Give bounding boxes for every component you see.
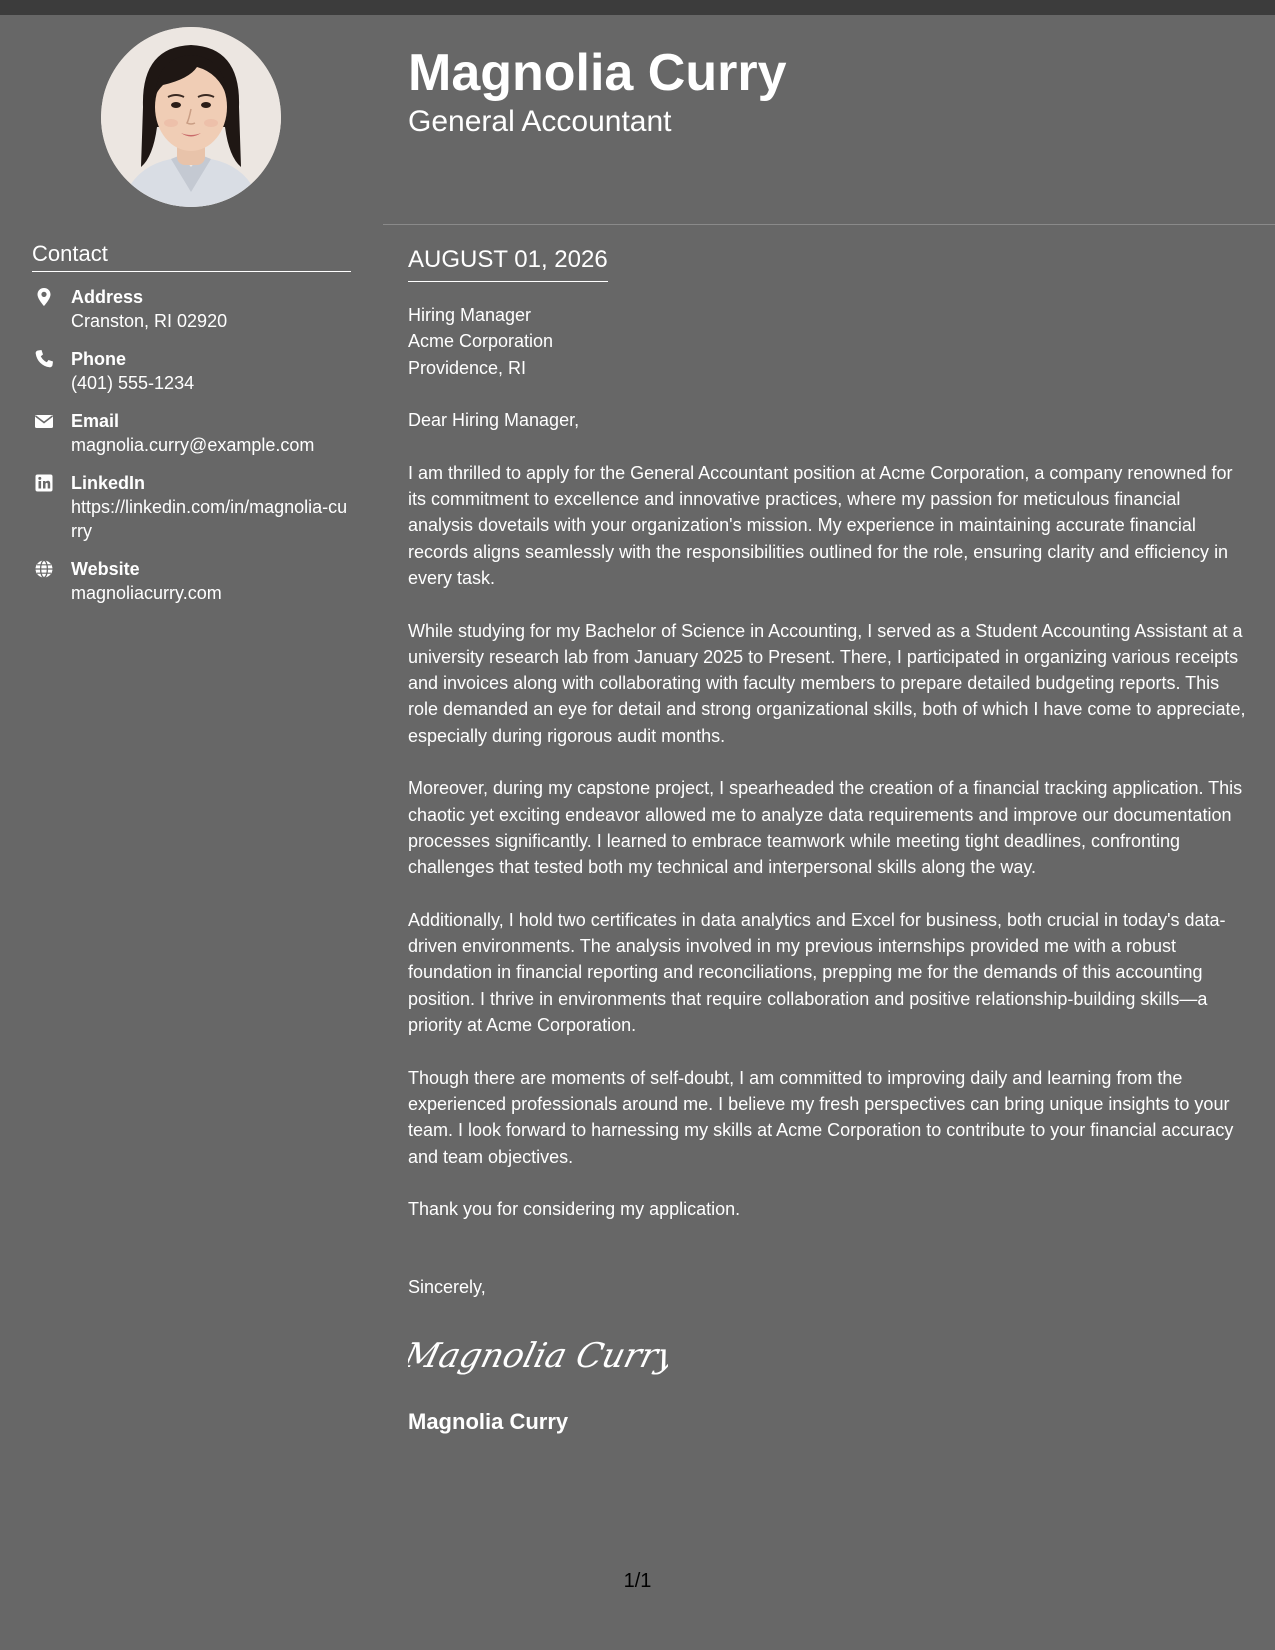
paragraph: Additionally, I hold two certificates in data analytics and Excel for business, both crucial in today's data-driven environments. The analysis involved in my previous internships provided me with a robust foundation in financial reporting and reconciliations, prepping me for the demands of this accounting position. I thrive in environments that require collaboration and positive relationship-building skills—a priority at Acme Corporation.	[408, 909, 1226, 1036]
avatar-portrait	[101, 27, 281, 207]
phone-icon	[34, 349, 54, 369]
contact-value-email[interactable]: magnolia.curry@example.com	[71, 435, 315, 455]
envelope-icon	[34, 411, 54, 431]
paragraph: I am thrilled to apply for the General Accountant position at Acme Corporation, a company renowned for its commitment to excellence and innovative practices, where my passion for meticulous financial analysis dovetails with your organization's mission. My experience in maintaining accurate financial records aligns seamlessly with the responsibilities outlined for the role, ensuring clarity and efficiency in every task.	[408, 462, 1233, 588]
contact-heading: Contact	[32, 241, 351, 272]
contact-item-address	[32, 285, 352, 333]
paragraph: Thank you for considering my application.	[408, 1199, 741, 1220]
contact-value-phone: (401) 555-1234	[71, 373, 195, 393]
contact-label-website: Website	[71, 559, 140, 579]
top-bar	[0, 0, 1275, 15]
page-number: 1/1	[623, 1570, 652, 1592]
contact-label-phone: Phone	[71, 349, 127, 369]
contact-list	[32, 285, 352, 619]
letter-body	[408, 302, 1248, 1437]
contact-value-address: Cranston, RI 02920	[71, 311, 228, 331]
contact-item-linkedin	[32, 471, 352, 543]
recipient-line: Acme Corporation	[408, 331, 554, 352]
contact-label-linkedin: LinkedIn	[71, 473, 146, 493]
recipient-line: Providence, RI	[408, 357, 527, 378]
closing: Sincerely,	[408, 1277, 486, 1298]
contact-item-email	[32, 409, 352, 457]
header-divider	[383, 224, 1275, 225]
paragraph: While studying for my Bachelor of Science in Accounting, I served as a Student Accounting Assistant at a university research lab from January 2025 to Present. There, I participated in organizing various receipts and invoices along with collaborating with faculty members to prepare detailed budgeting reports. This role demanded an eye for detail and strong organizational skills, both of which I have come to appreciate, especially during rigorous audit months.	[408, 620, 1246, 746]
avatar	[101, 27, 281, 207]
contact-value-linkedin[interactable]: https://linkedin.com/in/magnolia-curry	[71, 497, 348, 541]
letter-date: AUGUST 01, 2026	[408, 245, 608, 282]
contact-value-website[interactable]: magnoliacurry.com	[71, 583, 222, 603]
globe-icon	[34, 559, 54, 579]
paragraph: Moreover, during my capstone project, I spearheaded the creation of a financial tracking application. This chaotic yet exciting endeavor allowed me to analyze data requirements and improve our documentation processes significantly. I learned to embrace teamwork while meeting tight deadlines, confronting challenges that tested both my technical and interpersonal skills along the way.	[408, 778, 1243, 878]
salutation: Dear Hiring Manager,	[408, 410, 580, 431]
profile-title: General Accountant	[408, 105, 672, 138]
profile-name: Magnolia Curry	[408, 44, 787, 102]
header	[408, 42, 1248, 140]
paragraph: Though there are moments of self-doubt, I am committed to improving daily and learning from the experienced professionals around me. I believe my fresh perspectives can bring unique insights to your team. I look forward to harnessing my skills at Acme Corporation to contribute to your financial accuracy and team objectives.	[408, 1067, 1234, 1167]
contact-item-website	[32, 557, 352, 605]
map-pin-icon	[34, 287, 54, 307]
signer-name: Magnolia Curry	[408, 1408, 569, 1434]
recipient-line: Hiring Manager	[408, 305, 532, 325]
contact-item-phone	[32, 347, 352, 395]
contact-label-email: Email	[71, 411, 120, 431]
signature	[408, 1327, 1248, 1387]
signature-text: Magnolia Curry	[408, 1336, 668, 1376]
signature-image	[408, 1327, 668, 1387]
contact-label-address: Address	[71, 287, 144, 307]
linkedin-icon	[34, 473, 54, 493]
sidebar	[0, 15, 382, 1650]
recipient-block	[408, 302, 1248, 381]
